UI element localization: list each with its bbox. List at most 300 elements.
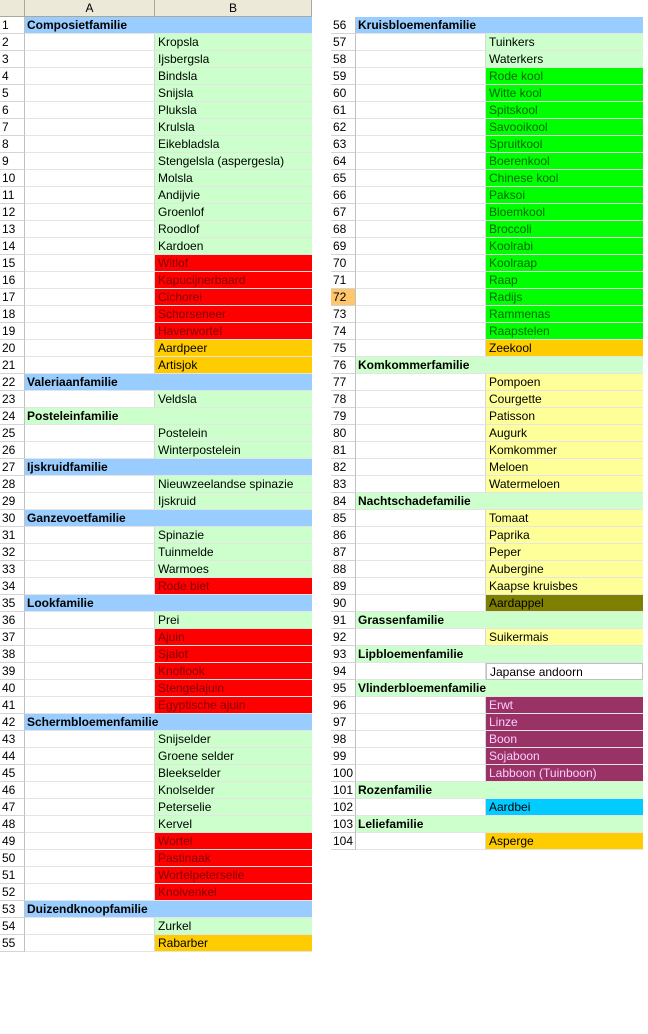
vegetable-cell[interactable]: Knoflook — [155, 663, 312, 680]
cell-a[interactable] — [356, 748, 486, 765]
cell-a[interactable] — [25, 221, 155, 238]
row-number[interactable]: 104 — [331, 833, 356, 850]
row-number[interactable]: 58 — [331, 51, 356, 68]
cell-a[interactable] — [356, 442, 486, 459]
row-number[interactable]: 86 — [331, 527, 356, 544]
vegetable-cell[interactable]: Winterpostelein — [155, 442, 312, 459]
row-number[interactable]: 22 — [0, 374, 25, 391]
row-number[interactable]: 65 — [331, 170, 356, 187]
row-number[interactable]: 70 — [331, 255, 356, 272]
cell-a[interactable] — [356, 476, 486, 493]
row-number[interactable]: 47 — [0, 799, 25, 816]
vegetable-cell[interactable]: Radijs — [486, 289, 643, 306]
cell-a[interactable] — [25, 102, 155, 119]
row-number[interactable]: 24 — [0, 408, 25, 425]
row-number[interactable]: 44 — [0, 748, 25, 765]
vegetable-cell[interactable]: Kropsla — [155, 34, 312, 51]
row-number[interactable]: 48 — [0, 816, 25, 833]
row-number[interactable]: 35 — [0, 595, 25, 612]
family-cell[interactable] — [25, 595, 312, 612]
cell-a[interactable] — [356, 561, 486, 578]
row-number[interactable]: 84 — [331, 493, 356, 510]
cell-a[interactable] — [356, 697, 486, 714]
cell-a[interactable] — [356, 136, 486, 153]
vegetable-cell[interactable]: Kardoen — [155, 238, 312, 255]
vegetable-cell[interactable]: Nieuwzeelandse spinazie — [155, 476, 312, 493]
vegetable-cell[interactable]: Raap — [486, 272, 643, 289]
cell-a[interactable] — [356, 272, 486, 289]
row-number[interactable]: 99 — [331, 748, 356, 765]
family-cell[interactable] — [356, 17, 643, 34]
row-number[interactable]: 74 — [331, 323, 356, 340]
row-number[interactable]: 55 — [0, 935, 25, 952]
vegetable-cell[interactable]: Komkommer — [486, 442, 643, 459]
vegetable-cell[interactable]: Peper — [486, 544, 643, 561]
family-cell[interactable] — [356, 680, 643, 697]
row-number[interactable]: 76 — [331, 357, 356, 374]
family-cell[interactable] — [25, 901, 312, 918]
family-cell[interactable] — [356, 782, 643, 799]
row-number[interactable]: 85 — [331, 510, 356, 527]
row-number[interactable]: 101 — [331, 782, 356, 799]
row-number[interactable]: 75 — [331, 340, 356, 357]
cell-a[interactable] — [356, 238, 486, 255]
row-number[interactable]: 79 — [331, 408, 356, 425]
cell-a[interactable] — [25, 170, 155, 187]
vegetable-cell[interactable]: Molsla — [155, 170, 312, 187]
row-number[interactable]: 27 — [0, 459, 25, 476]
vegetable-cell[interactable]: Prei — [155, 612, 312, 629]
row-number[interactable]: 33 — [0, 561, 25, 578]
cell-a[interactable] — [25, 833, 155, 850]
cell-a[interactable] — [25, 629, 155, 646]
cell-a[interactable] — [25, 289, 155, 306]
family-cell[interactable] — [356, 646, 643, 663]
vegetable-cell[interactable]: Courgette — [486, 391, 643, 408]
row-number[interactable]: 78 — [331, 391, 356, 408]
row-number[interactable]: 39 — [0, 663, 25, 680]
vegetable-cell[interactable]: Chinese kool — [486, 170, 643, 187]
vegetable-cell[interactable]: Aardpeer — [155, 340, 312, 357]
vegetable-cell[interactable]: Rammenas — [486, 306, 643, 323]
cell-a[interactable] — [356, 833, 486, 850]
vegetable-cell[interactable]: Witte kool — [486, 85, 643, 102]
vegetable-cell[interactable]: Krulsla — [155, 119, 312, 136]
vegetable-cell[interactable]: Ijsbergsla — [155, 51, 312, 68]
cell-a[interactable] — [356, 595, 486, 612]
row-number[interactable]: 49 — [0, 833, 25, 850]
row-number[interactable]: 60 — [331, 85, 356, 102]
row-number[interactable]: 16 — [0, 272, 25, 289]
cell-a[interactable] — [25, 663, 155, 680]
cell-a[interactable] — [25, 340, 155, 357]
cell-a[interactable] — [356, 170, 486, 187]
row-number[interactable]: 36 — [0, 612, 25, 629]
cell-a[interactable] — [356, 85, 486, 102]
cell-a[interactable] — [356, 527, 486, 544]
cell-a[interactable] — [25, 782, 155, 799]
cell-a[interactable] — [25, 68, 155, 85]
row-number[interactable]: 38 — [0, 646, 25, 663]
row-number[interactable]: 68 — [331, 221, 356, 238]
cell-a[interactable] — [356, 51, 486, 68]
cell-a[interactable] — [25, 34, 155, 51]
row-number[interactable]: 1 — [0, 17, 25, 34]
cell-a[interactable] — [356, 34, 486, 51]
vegetable-cell[interactable]: Snijselder — [155, 731, 312, 748]
cell-a[interactable] — [25, 323, 155, 340]
cell-a[interactable] — [25, 425, 155, 442]
vegetable-cell[interactable]: Kapucijnerbaard — [155, 272, 312, 289]
row-number[interactable]: 69 — [331, 238, 356, 255]
vegetable-cell[interactable]: Ajuin — [155, 629, 312, 646]
column-header-b[interactable]: B — [155, 0, 312, 17]
family-cell[interactable] — [25, 459, 312, 476]
cell-a[interactable] — [356, 204, 486, 221]
vegetable-cell[interactable]: Waterkers — [486, 51, 643, 68]
row-number[interactable]: 8 — [0, 136, 25, 153]
cell-a[interactable] — [356, 425, 486, 442]
vegetable-cell[interactable]: Rode biet — [155, 578, 312, 595]
cell-a[interactable] — [356, 408, 486, 425]
row-number[interactable]: 23 — [0, 391, 25, 408]
vegetable-cell[interactable]: Aubergine — [486, 561, 643, 578]
cell-a[interactable] — [356, 340, 486, 357]
cell-a[interactable] — [356, 510, 486, 527]
row-number[interactable]: 88 — [331, 561, 356, 578]
row-number[interactable]: 87 — [331, 544, 356, 561]
row-number[interactable]: 12 — [0, 204, 25, 221]
cell-a[interactable] — [25, 646, 155, 663]
row-number[interactable]: 93 — [331, 646, 356, 663]
cell-a[interactable] — [356, 799, 486, 816]
vegetable-cell[interactable]: Aardappel — [486, 595, 643, 612]
family-cell[interactable] — [356, 357, 643, 374]
cell-a[interactable] — [25, 816, 155, 833]
row-number[interactable]: 41 — [0, 697, 25, 714]
row-number[interactable]: 98 — [331, 731, 356, 748]
row-number[interactable]: 10 — [0, 170, 25, 187]
cell-a[interactable] — [25, 204, 155, 221]
vegetable-cell[interactable]: Augurk — [486, 425, 643, 442]
cell-a[interactable] — [356, 68, 486, 85]
cell-a[interactable] — [356, 765, 486, 782]
cell-a[interactable] — [25, 867, 155, 884]
row-number[interactable]: 82 — [331, 459, 356, 476]
row-number[interactable]: 102 — [331, 799, 356, 816]
row-number[interactable]: 3 — [0, 51, 25, 68]
vegetable-cell[interactable]: Savooikool — [486, 119, 643, 136]
row-number[interactable]: 13 — [0, 221, 25, 238]
cell-a[interactable] — [25, 85, 155, 102]
row-number[interactable]: 42 — [0, 714, 25, 731]
cell-a[interactable] — [25, 391, 155, 408]
cell-a[interactable] — [25, 238, 155, 255]
cell-a[interactable] — [25, 136, 155, 153]
vegetable-cell[interactable]: Spitskool — [486, 102, 643, 119]
vegetable-cell[interactable]: Rabarber — [155, 935, 312, 952]
vegetable-cell[interactable]: Linze — [486, 714, 643, 731]
cell-a[interactable] — [356, 459, 486, 476]
vegetable-cell[interactable]: Groenlof — [155, 204, 312, 221]
cell-a[interactable] — [25, 680, 155, 697]
vegetable-cell[interactable]: Labboon (Tuinboon) — [486, 765, 643, 782]
cell-a[interactable] — [25, 476, 155, 493]
row-number[interactable]: 19 — [0, 323, 25, 340]
row-number[interactable]: 77 — [331, 374, 356, 391]
row-number[interactable]: 4 — [0, 68, 25, 85]
vegetable-cell[interactable]: Egyptische ajuin — [155, 697, 312, 714]
vegetable-cell[interactable]: Andijvie — [155, 187, 312, 204]
row-number[interactable]: 37 — [0, 629, 25, 646]
row-number[interactable]: 43 — [0, 731, 25, 748]
vegetable-cell[interactable]: Spruitkool — [486, 136, 643, 153]
vegetable-cell[interactable]: Zeekool — [486, 340, 643, 357]
vegetable-cell[interactable]: Aardbei — [486, 799, 643, 816]
cell-a[interactable] — [356, 255, 486, 272]
row-number[interactable]: 32 — [0, 544, 25, 561]
row-number[interactable]: 73 — [331, 306, 356, 323]
vegetable-cell[interactable]: Tomaat — [486, 510, 643, 527]
cell-a[interactable] — [25, 748, 155, 765]
vegetable-cell[interactable]: Stengelsla (aspergesla) — [155, 153, 312, 170]
cell-a[interactable] — [25, 272, 155, 289]
row-number[interactable]: 95 — [331, 680, 356, 697]
row-number[interactable]: 64 — [331, 153, 356, 170]
row-number[interactable]: 51 — [0, 867, 25, 884]
row-number[interactable]: 80 — [331, 425, 356, 442]
vegetable-cell[interactable]: Ijskruid — [155, 493, 312, 510]
cell-a[interactable] — [25, 306, 155, 323]
cell-a[interactable] — [25, 493, 155, 510]
family-cell[interactable] — [25, 17, 312, 34]
family-cell[interactable] — [356, 493, 643, 510]
row-number[interactable]: 6 — [0, 102, 25, 119]
vegetable-cell[interactable]: Warmoes — [155, 561, 312, 578]
cell-a[interactable] — [25, 51, 155, 68]
cell-a[interactable] — [356, 221, 486, 238]
vegetable-cell[interactable]: Schorseneer — [155, 306, 312, 323]
cell-a[interactable] — [356, 187, 486, 204]
cell-a[interactable] — [25, 697, 155, 714]
vegetable-cell[interactable]: Japanse andoorn — [486, 663, 643, 680]
row-number[interactable]: 46 — [0, 782, 25, 799]
row-number[interactable]: 89 — [331, 578, 356, 595]
vegetable-cell[interactable]: Postelein — [155, 425, 312, 442]
cell-a[interactable] — [25, 561, 155, 578]
family-cell[interactable] — [356, 816, 643, 833]
cell-a[interactable] — [356, 102, 486, 119]
row-number[interactable]: 59 — [331, 68, 356, 85]
row-number[interactable]: 56 — [331, 17, 356, 34]
vegetable-cell[interactable]: Peterselie — [155, 799, 312, 816]
row-number[interactable]: 100 — [331, 765, 356, 782]
row-number[interactable]: 97 — [331, 714, 356, 731]
cell-a[interactable] — [25, 153, 155, 170]
row-number[interactable]: 90 — [331, 595, 356, 612]
row-number[interactable]: 30 — [0, 510, 25, 527]
row-number[interactable]: 92 — [331, 629, 356, 646]
vegetable-cell[interactable]: Erwt — [486, 697, 643, 714]
row-number[interactable]: 63 — [331, 136, 356, 153]
row-number[interactable]: 18 — [0, 306, 25, 323]
vegetable-cell[interactable]: Groene selder — [155, 748, 312, 765]
family-cell[interactable] — [356, 612, 643, 629]
vegetable-cell[interactable]: Meloen — [486, 459, 643, 476]
vegetable-cell[interactable]: Bloemkool — [486, 204, 643, 221]
vegetable-cell[interactable]: Sjalot — [155, 646, 312, 663]
row-number[interactable]: 14 — [0, 238, 25, 255]
row-number[interactable]: 28 — [0, 476, 25, 493]
cell-a[interactable] — [356, 153, 486, 170]
cell-a[interactable] — [356, 323, 486, 340]
cell-a[interactable] — [25, 119, 155, 136]
vegetable-cell[interactable]: Wortelpeterselie — [155, 867, 312, 884]
cell-a[interactable] — [25, 255, 155, 272]
cell-a[interactable] — [25, 612, 155, 629]
row-number[interactable]: 45 — [0, 765, 25, 782]
vegetable-cell[interactable]: Patisson — [486, 408, 643, 425]
cell-a[interactable] — [25, 884, 155, 901]
cell-a[interactable] — [25, 357, 155, 374]
vegetable-cell[interactable]: Cichorei — [155, 289, 312, 306]
vegetable-cell[interactable]: Bleekselder — [155, 765, 312, 782]
vegetable-cell[interactable]: Watermeloen — [486, 476, 643, 493]
vegetable-cell[interactable]: Eikebladsla — [155, 136, 312, 153]
cell-a[interactable] — [25, 187, 155, 204]
column-header-a[interactable]: A — [25, 0, 155, 17]
row-number[interactable]: 66 — [331, 187, 356, 204]
row-number[interactable]: 26 — [0, 442, 25, 459]
family-cell[interactable] — [25, 510, 312, 527]
vegetable-cell[interactable]: Rode kool — [486, 68, 643, 85]
cell-a[interactable] — [25, 918, 155, 935]
cell-a[interactable] — [356, 663, 486, 680]
row-number[interactable]: 11 — [0, 187, 25, 204]
vegetable-cell[interactable]: Witlof — [155, 255, 312, 272]
row-number[interactable]: 94 — [331, 663, 356, 680]
vegetable-cell[interactable]: Boon — [486, 731, 643, 748]
row-number[interactable]: 20 — [0, 340, 25, 357]
vegetable-cell[interactable]: Spinazie — [155, 527, 312, 544]
cell-a[interactable] — [356, 578, 486, 595]
vegetable-cell[interactable]: Kervel — [155, 816, 312, 833]
vegetable-cell[interactable]: Broccoli — [486, 221, 643, 238]
row-number[interactable]: 103 — [331, 816, 356, 833]
cell-a[interactable] — [25, 765, 155, 782]
vegetable-cell[interactable]: Stengelajuin — [155, 680, 312, 697]
cell-a[interactable] — [356, 544, 486, 561]
row-number[interactable]: 54 — [0, 918, 25, 935]
vegetable-cell[interactable]: Veldsla — [155, 391, 312, 408]
vegetable-cell[interactable]: Roodlof — [155, 221, 312, 238]
cell-a[interactable] — [25, 578, 155, 595]
row-number[interactable]: 5 — [0, 85, 25, 102]
row-number[interactable]: 91 — [331, 612, 356, 629]
cell-a[interactable] — [25, 799, 155, 816]
row-number[interactable]: 61 — [331, 102, 356, 119]
vegetable-cell[interactable]: Wortel — [155, 833, 312, 850]
vegetable-cell[interactable]: Zurkel — [155, 918, 312, 935]
cell-a[interactable] — [25, 527, 155, 544]
cell-a[interactable] — [356, 731, 486, 748]
vegetable-cell[interactable]: Paprika — [486, 527, 643, 544]
row-number[interactable]: 83 — [331, 476, 356, 493]
vegetable-cell[interactable]: Knolvenkel — [155, 884, 312, 901]
row-number[interactable]: 72 — [331, 289, 356, 306]
cell-a[interactable] — [356, 629, 486, 646]
vegetable-cell[interactable]: Pastinaak — [155, 850, 312, 867]
row-number[interactable]: 52 — [0, 884, 25, 901]
row-number[interactable]: 96 — [331, 697, 356, 714]
row-number[interactable]: 15 — [0, 255, 25, 272]
vegetable-cell[interactable]: Paksoi — [486, 187, 643, 204]
vegetable-cell[interactable]: Asperge — [486, 833, 643, 850]
vegetable-cell[interactable]: Suikermais — [486, 629, 643, 646]
row-number[interactable]: 7 — [0, 119, 25, 136]
cell-a[interactable] — [356, 391, 486, 408]
row-number[interactable]: 29 — [0, 493, 25, 510]
vegetable-cell[interactable]: Sojaboon — [486, 748, 643, 765]
vegetable-cell[interactable]: Boerenkool — [486, 153, 643, 170]
row-number[interactable]: 81 — [331, 442, 356, 459]
vegetable-cell[interactable]: Artisjok — [155, 357, 312, 374]
cell-a[interactable] — [25, 731, 155, 748]
vegetable-cell[interactable]: Koolraap — [486, 255, 643, 272]
vegetable-cell[interactable]: Knolselder — [155, 782, 312, 799]
row-number[interactable]: 57 — [331, 34, 356, 51]
vegetable-cell[interactable]: Pompoen — [486, 374, 643, 391]
row-number[interactable]: 62 — [331, 119, 356, 136]
family-cell[interactable] — [25, 374, 312, 391]
family-cell[interactable] — [25, 408, 312, 425]
row-number[interactable]: 67 — [331, 204, 356, 221]
vegetable-cell[interactable]: Raapstelen — [486, 323, 643, 340]
cell-a[interactable] — [25, 442, 155, 459]
row-number[interactable]: 25 — [0, 425, 25, 442]
vegetable-cell[interactable]: Haverwortel — [155, 323, 312, 340]
cell-a[interactable] — [356, 306, 486, 323]
cell-a[interactable] — [356, 119, 486, 136]
cell-a[interactable] — [25, 850, 155, 867]
vegetable-cell[interactable]: Koolrabi — [486, 238, 643, 255]
row-number[interactable]: 9 — [0, 153, 25, 170]
row-number[interactable]: 21 — [0, 357, 25, 374]
vegetable-cell[interactable]: Pluksla — [155, 102, 312, 119]
row-number[interactable]: 2 — [0, 34, 25, 51]
row-number[interactable]: 50 — [0, 850, 25, 867]
vegetable-cell[interactable]: Snijsla — [155, 85, 312, 102]
vegetable-cell[interactable]: Bindsla — [155, 68, 312, 85]
cell-a[interactable] — [25, 935, 155, 952]
vegetable-cell[interactable]: Tuinmelde — [155, 544, 312, 561]
cell-a[interactable] — [356, 714, 486, 731]
cell-a[interactable] — [356, 374, 486, 391]
cell-a[interactable] — [356, 289, 486, 306]
family-cell[interactable] — [25, 714, 312, 731]
table-row — [331, 595, 643, 612]
row-number[interactable]: 53 — [0, 901, 25, 918]
cell-a[interactable] — [25, 544, 155, 561]
row-number[interactable]: 71 — [331, 272, 356, 289]
row-number[interactable]: 17 — [0, 289, 25, 306]
row-number[interactable]: 31 — [0, 527, 25, 544]
row-number[interactable]: 40 — [0, 680, 25, 697]
vegetable-cell[interactable]: Tuinkers — [486, 34, 643, 51]
row-number[interactable]: 34 — [0, 578, 25, 595]
select-all-corner[interactable] — [0, 0, 25, 17]
vegetable-cell[interactable]: Kaapse kruisbes — [486, 578, 643, 595]
